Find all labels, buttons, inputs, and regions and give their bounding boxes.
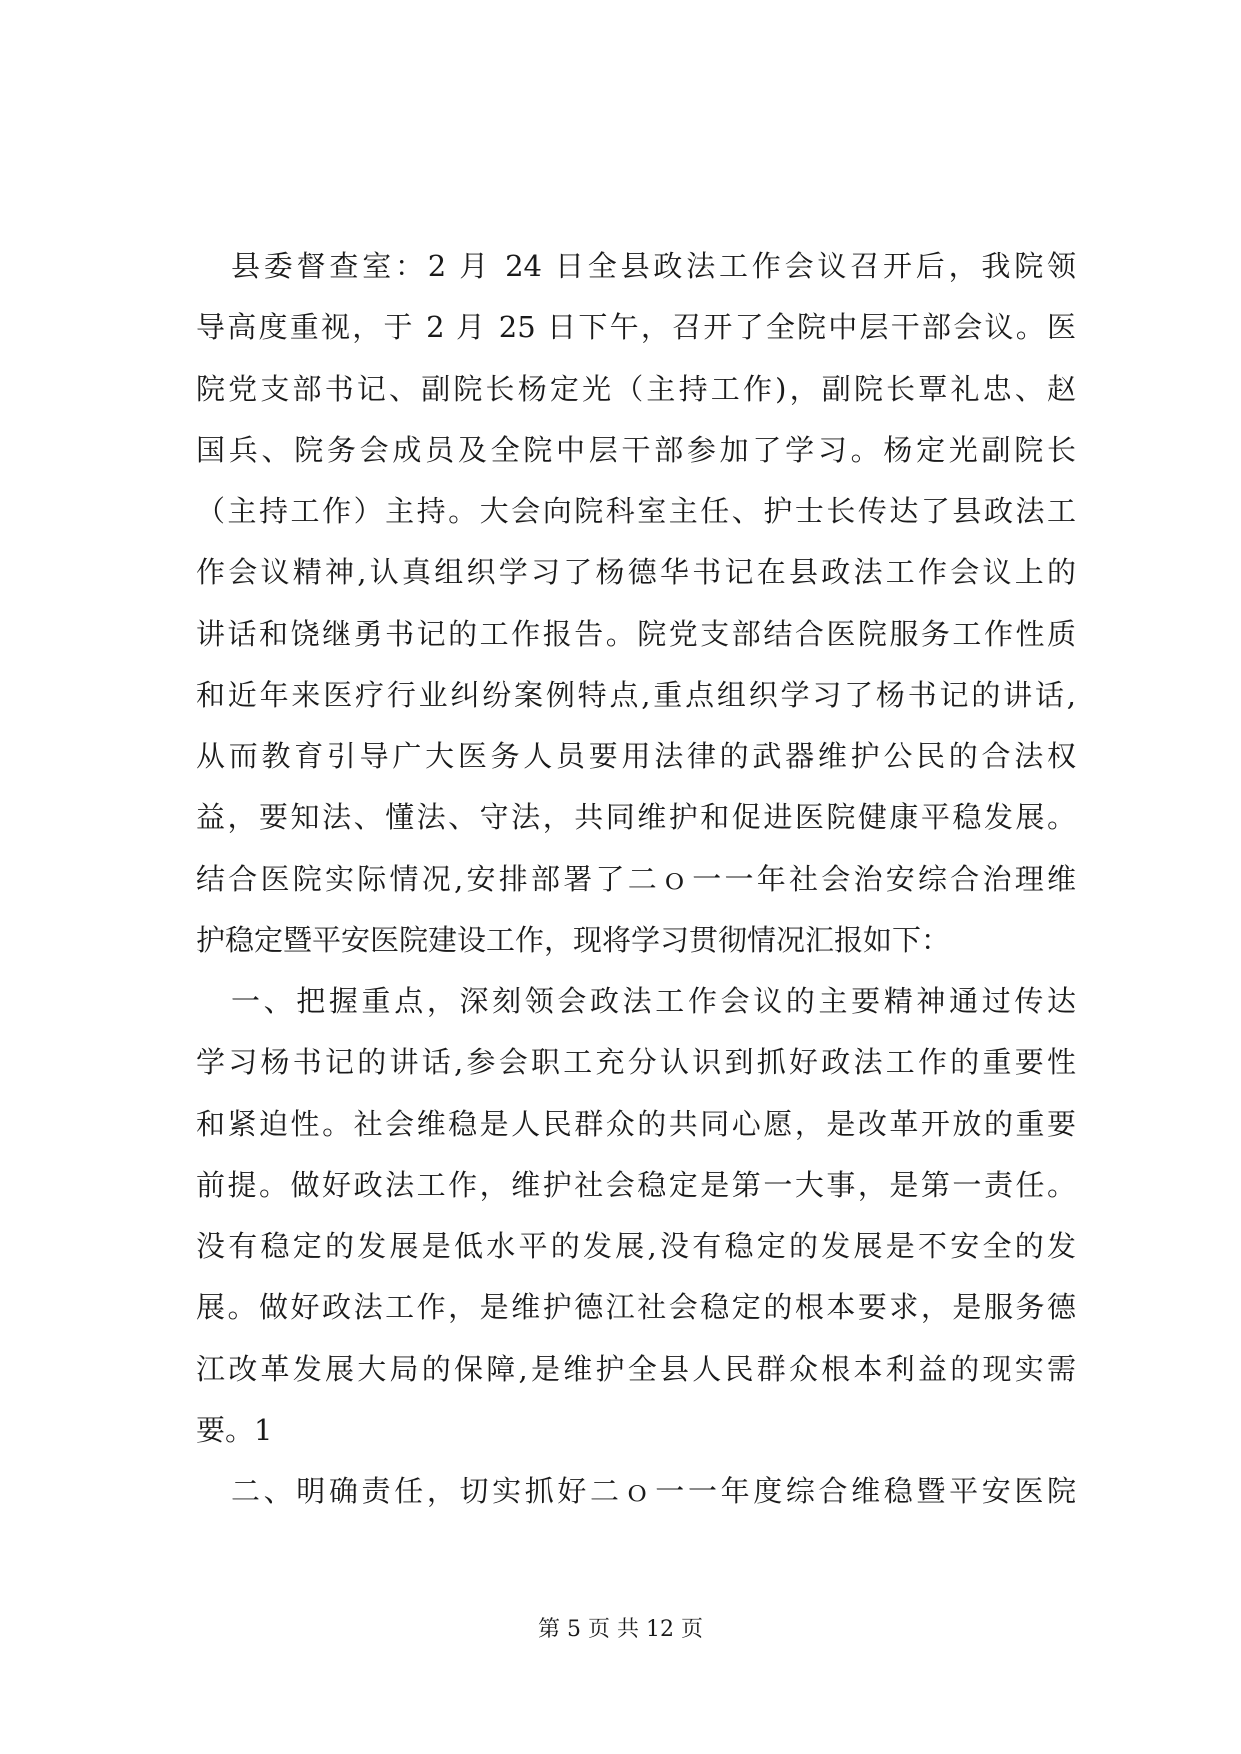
paragraph-line: 江改革发展大局的保障,是维护全县人民群众根本利益的现实需	[196, 1351, 1076, 1386]
paragraph-line: 和紧迫性。社会维稳是人民群众的共同心愿，是改革开放的重要	[196, 1106, 1076, 1141]
paragraph-line: 学习杨书记的讲话,参会职工充分认识到抓好政法工作的重要性	[196, 1045, 1076, 1080]
paragraph-line: 没有稳定的发展是低水平的发展,没有稳定的发展是不安全的发	[196, 1229, 1076, 1263]
paragraph-line: 结合医院实际情况,安排部署了二ｏ一一年社会治安综合治理维	[196, 861, 1076, 896]
page-number-footer: 第 5 页 共 12 页	[538, 1617, 703, 1642]
paragraph-line: 和近年来医疗行业纠纷案例特点,重点组织学习了杨书记的讲话,	[196, 677, 1076, 712]
paragraph-line: 从而教育引导广大医务人员要用法律的武器维护公民的合法权	[196, 739, 1076, 773]
paragraph-line: 院党支部书记、副院长杨定光（主持工作)，副院长覃礼忠、赵	[196, 371, 1076, 406]
paragraph-line: 县委督查室：2 月 24 日全县政法工作会议召开后，我院领	[231, 249, 1076, 283]
paragraph-line: 作会议精神,认真组织学习了杨德华书记在县政法工作会议上的	[196, 555, 1076, 590]
paragraph-line: 国兵、院务会成员及全院中层干部参加了学习。杨定光副院长	[196, 432, 1076, 467]
paragraph-line: 二、明确责任，切实抓好二ｏ一一年度综合维稳暨平安医院	[231, 1474, 1076, 1508]
paragraph-line: （主持工作）主持。大会向院科室主任、护士长传达了县政法工	[196, 494, 1076, 528]
document-body	[196, 236, 1076, 1522]
paragraph-line: 讲话和饶继勇书记的工作报告。院党支部结合医院服务工作性质	[196, 616, 1076, 651]
paragraph-line: 前提。做好政法工作，维护社会稳定是第一大事，是第一责任。	[196, 1167, 1076, 1202]
paragraph-line: 要。1	[196, 1412, 273, 1447]
paragraph-line: 益，要知法、懂法、守法，共同维护和促进医院健康平稳发展。	[196, 800, 1076, 835]
paragraph-line: 展。做好政法工作，是维护德江社会稳定的根本要求，是服务德	[196, 1290, 1076, 1325]
paragraph-line: 护稳定暨平安医院建设工作，现将学习贯彻情况汇报如下：	[196, 922, 951, 957]
paragraph-line: 导高度重视，于 2 月 25 日下午，召开了全院中层干部会议。医	[196, 310, 1076, 345]
paragraph-line: 一、把握重点，深刻领会政法工作会议的主要精神通过传达	[231, 984, 1076, 1018]
